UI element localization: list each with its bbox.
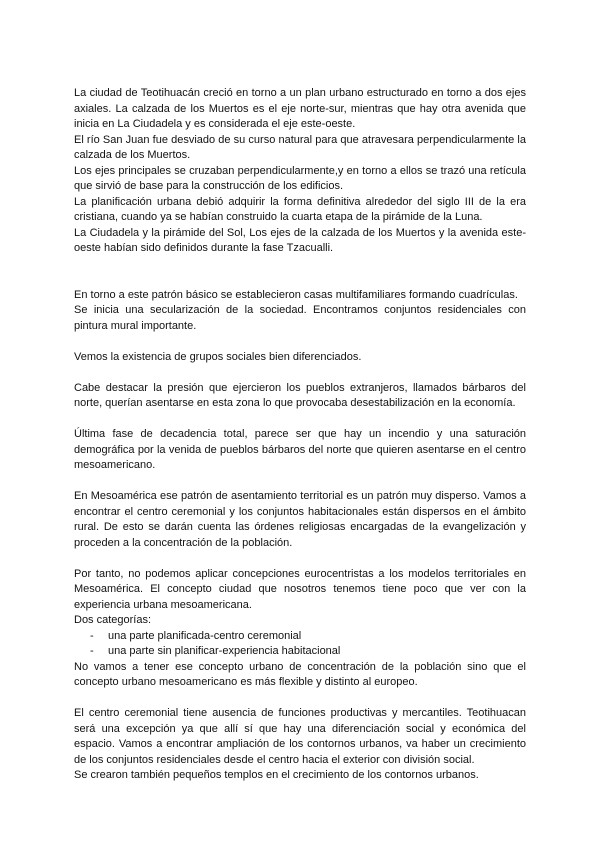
- spacer: [74, 551, 526, 567]
- paragraph-concepto-urbano: No vamos a tener ese concepto urbano de concentración de la población sino que el concepto urbano mesoamericano es más flexible y distinto al europeo.: [74, 660, 526, 688]
- paragraph-grupos: Vemos la existencia de grupos sociales bien diferenciados.: [74, 350, 362, 363]
- list-item-text: una parte planificada-centro ceremonial: [108, 629, 302, 642]
- paragraph-eurocentrismo: Por tanto, no podemos aplicar concepciones eurocentristas a los modelos territoriales en Mesoamérica. El concepto ciudad que nosotros tenemos tiene poco que ver con la experiencia urbana mesoamericana.: [74, 567, 526, 611]
- categories-heading: Dos categorías:: [74, 614, 152, 626]
- spacer: [74, 257, 526, 288]
- paragraph-casas: En torno a este patrón básico se establecieron casas multifamiliares formando cuadrículas.: [74, 288, 518, 301]
- paragraph-mesoamerica: En Mesoamérica ese patrón de asentamiento territorial es un patrón muy disperso. Vamos a encontrar el centro ceremonial y los conjuntos habitacionales están dispersos en el ámbito rural. De esto se darán cuenta las órdenes religiosas encargadas de la evangelización y proceden a la concentración de la población.: [74, 490, 526, 549]
- spacer: [74, 365, 526, 381]
- dash-bullet: -: [90, 645, 94, 657]
- document-page: [74, 86, 526, 784]
- spacer: [74, 474, 526, 490]
- list-item: [74, 644, 526, 660]
- paragraph-centro-ceremonial: El centro ceremonial tiene ausencia de funciones productivas y mercantiles. Teotihuacan será una excepción ya que allí sí que hay una diferenciación social y económica del espacio. Vamos a encontrar ampliación de los contornos urbanos, va haber un crecimiento de los conjuntos residenciales desde el centro hacia el exterior con división social.: [74, 707, 526, 766]
- paragraph-rio: El río San Juan fue desviado de su curso natural para que atravesara perpendicularmente la calzada de los Muertos.: [74, 133, 526, 161]
- spacer: [74, 691, 526, 707]
- paragraph-ejes: La ciudad de Teotihuacán creció en torno a un plan urbano estructurado en torno a dos ejes axiales. La calzada de los Muertos es el eje norte-sur, mientras que hay otra avenida que inicia en La Ciudadela y es considerada el eje este-oeste.: [74, 87, 526, 130]
- list-item: [74, 629, 526, 645]
- paragraph-decadencia: Última fase de decadencia total, parece ser que hay un incendio y una saturación demográfica por la venida de pueblos bárbaros del norte que quieren asentarse en el centro mesoamericano.: [74, 428, 526, 471]
- categories-list: [74, 629, 526, 660]
- spacer: [74, 412, 526, 428]
- paragraph-ciudadela: La Ciudadela y la pirámide del Sol, Los ejes de la calzada de los Muertos y la avenida este-oeste habían sido definidos durante la fase Tzacualli.: [74, 226, 526, 254]
- spacer: [74, 334, 526, 350]
- paragraph-templos: Se crearon también pequeños templos en el crecimiento de los contornos urbanos.: [74, 769, 479, 781]
- paragraph-planificacion: La planificación urbana debió adquirir la forma definitiva alrededor del siglo III de la era cristiana, cuando ya se habían construido la cuarta etapa de la pirámide de la Luna.: [74, 195, 526, 223]
- list-item-text: una parte sin planificar-experiencia habitacional: [108, 645, 341, 657]
- paragraph-presion: Cabe destacar la presión que ejercieron los pueblos extranjeros, llamados bárbaros del norte, querían asentarse en esta zona lo que provocaba desestabilización en la economía.: [74, 381, 526, 409]
- dash-bullet: -: [90, 629, 94, 642]
- paragraph-secularizacion: Se inicia una secularización de la sociedad. Encontramos conjuntos residenciales con pintura mural importante.: [74, 304, 526, 332]
- paragraph-reticula: Los ejes principales se cruzaban perpendicularmente,y en torno a ellos se trazó una retícula que sirvió de base para la construcción de los edificios.: [74, 164, 526, 192]
